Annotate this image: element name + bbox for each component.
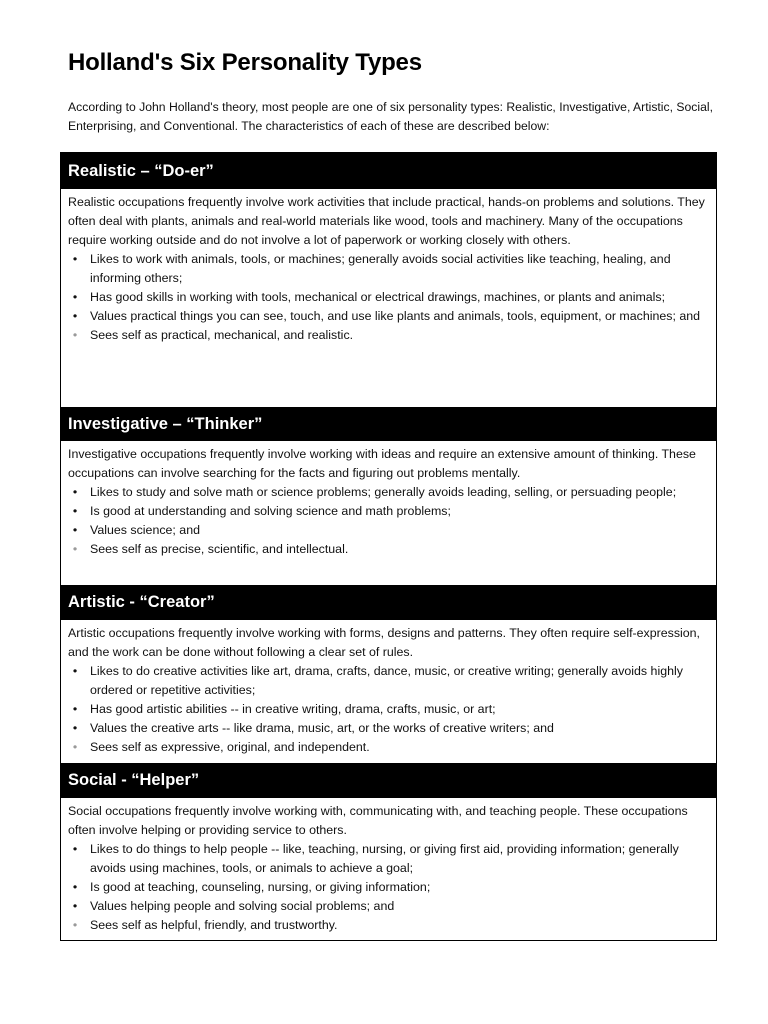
intro-paragraph: According to John Holland's theory, most people are one of six personality types: Realistic, Investigative, Artistic, Social, Enterprising, and Conventional. The characteristics of each of these are described below: — [68, 100, 713, 133]
list-item-text: Sees self as helpful, friendly, and trustworthy. — [90, 918, 338, 932]
bullet-icon: • — [72, 523, 78, 537]
list-item — [68, 700, 710, 719]
list-item-text: Is good at teaching, counseling, nursing, or giving information; — [90, 880, 431, 894]
type-header-realistic — [61, 153, 716, 189]
list-item — [68, 326, 710, 345]
list-item — [68, 502, 710, 521]
type-heading: Realistic – “Do-er” — [68, 161, 214, 180]
bullet-list — [68, 662, 710, 757]
list-item-text: Has good skills in working with tools, mechanical or electrical drawings, machines, or plants and animals; — [90, 290, 666, 304]
bullet-icon: • — [72, 252, 78, 266]
type-body-investigative — [61, 441, 716, 585]
bullet-icon: • — [72, 290, 78, 304]
bullet-icon: • — [72, 721, 78, 735]
type-description: Artistic occupations frequently involve working with forms, designs and patterns. They often require self-expression, and the work can be done without following a clear set of rules. — [68, 626, 701, 659]
list-item-text: Sees self as practical, mechanical, and realistic. — [90, 328, 354, 342]
list-item — [68, 916, 710, 935]
type-header-investigative — [61, 407, 716, 441]
type-heading: Artistic - “Creator” — [68, 593, 215, 611]
bullet-icon: • — [72, 328, 78, 342]
bullet-icon: • — [72, 899, 78, 913]
list-item — [68, 288, 710, 307]
list-item-text: Values science; and — [90, 523, 200, 537]
list-item — [68, 897, 710, 916]
list-item-text: Sees self as precise, scientific, and intellectual. — [90, 542, 349, 556]
list-item — [68, 662, 710, 700]
bullet-icon: • — [72, 880, 78, 894]
list-item — [68, 878, 710, 897]
bullet-icon: • — [72, 740, 78, 754]
type-description: Social occupations frequently involve working with, communicating with, and teaching people. These occupations often involve helping or providing service to others. — [68, 804, 688, 837]
list-item — [68, 719, 710, 738]
list-item-text: Values the creative arts -- like drama, music, art, or the works of creative writers; and — [90, 721, 554, 735]
type-header-artistic — [61, 585, 716, 620]
type-heading: Social - “Helper” — [68, 771, 200, 789]
list-item — [68, 540, 710, 559]
personality-types-table — [60, 152, 717, 941]
bullet-icon: • — [72, 542, 78, 556]
bullet-icon: • — [72, 485, 78, 499]
list-item-text: Likes to work with animals, tools, or machines; generally avoids social activities like teaching, healing, and informing others; — [90, 252, 671, 285]
list-item — [68, 738, 710, 757]
list-item — [68, 250, 710, 288]
list-item-text: Likes to study and solve math or science problems; generally avoids leading, selling, or persuading people; — [90, 485, 677, 499]
type-header-social — [61, 763, 716, 798]
list-item — [68, 483, 710, 502]
bullet-icon: • — [72, 504, 78, 518]
bullet-list — [68, 483, 710, 559]
list-item-text: Likes to do things to help people -- like, teaching, nursing, or giving first aid, providing information; generally avoids using machines, tools, or animals to achieve a goal; — [90, 842, 679, 875]
page-title: Holland's Six Personality Types — [68, 49, 422, 76]
list-item-text: Values helping people and solving social problems; and — [90, 899, 395, 913]
bullet-icon: • — [72, 702, 78, 716]
type-description: Investigative occupations frequently involve working with ideas and require an extensive amount of thinking. These occupations can involve searching for the facts and figuring out problems mentally. — [68, 447, 696, 480]
list-item-text: Sees self as expressive, original, and independent. — [90, 740, 370, 754]
bullet-list — [68, 250, 710, 345]
type-body-artistic — [61, 620, 716, 763]
list-item-text: Is good at understanding and solving science and math problems; — [90, 504, 451, 518]
type-heading: Investigative – “Thinker” — [68, 414, 263, 433]
list-item-text: Likes to do creative activities like art, drama, crafts, dance, music, or creative writing; generally avoids highly ordered or repetitive activities; — [90, 664, 683, 697]
list-item-text: Has good artistic abilities -- in creative writing, drama, crafts, music, or art; — [90, 702, 496, 716]
bullet-list — [68, 840, 710, 935]
bullet-icon: • — [72, 842, 78, 856]
list-item — [68, 521, 710, 540]
type-body-realistic — [61, 189, 716, 407]
type-body-social — [61, 798, 716, 940]
list-item — [68, 307, 710, 326]
bullet-icon: • — [72, 918, 78, 932]
bullet-icon: • — [72, 309, 78, 323]
type-description: Realistic occupations frequently involve work activities that include practical, hands-on problems and solutions. They often deal with plants, animals and real-world materials like wood, tools and machinery. Many of the occupations require working outside and do not involve a lot of paperwork or working closely with others. — [68, 195, 705, 247]
list-item — [68, 840, 710, 878]
list-item-text: Values practical things you can see, touch, and use like plants and animals, tools, equipment, or machines; and — [90, 309, 701, 323]
bullet-icon: • — [72, 664, 78, 678]
